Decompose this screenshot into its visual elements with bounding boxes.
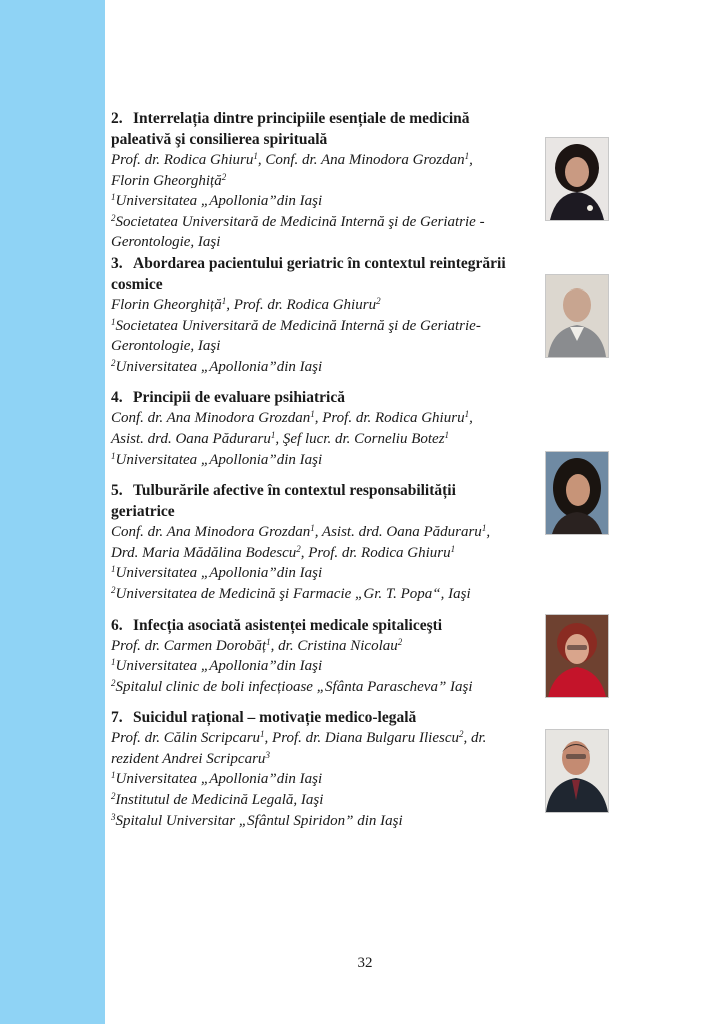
entry-title-line: geriatrice bbox=[111, 503, 175, 521]
authors-line: Florin Gheorghiță$^2$ bbox=[111, 171, 227, 189]
program-entry bbox=[111, 387, 536, 470]
entry-number: 3. bbox=[111, 254, 123, 272]
program-entry bbox=[111, 480, 536, 604]
author-portrait-photo bbox=[545, 137, 609, 221]
entry-title-line: Suicidul rațional – motivație medico-legală bbox=[133, 709, 417, 727]
affiliation-line: Gerontologie, Iaşi bbox=[111, 338, 221, 355]
affiliation-line: $^2$Spitalul clinic de boli infecțioase „Sfânta Parascheva” Iaşi bbox=[111, 677, 473, 695]
program-entry bbox=[111, 707, 536, 831]
entry-number: 7. bbox=[111, 709, 123, 727]
entry-title-line: cosmice bbox=[111, 275, 163, 293]
entry-number: 4. bbox=[111, 389, 123, 407]
authors-line: Florin Gheorghiță$^1$, Prof. dr. Rodica Ghiuru$^2$ bbox=[111, 295, 381, 313]
entry-title bbox=[111, 253, 536, 295]
author-portrait-photo bbox=[545, 729, 609, 813]
authors-line: Conf. dr. Ana Minodora Grozdan$^1$, Asist. drd. Oana Păduraru$^1$, bbox=[111, 523, 491, 541]
author-portrait-photo bbox=[545, 451, 609, 535]
affiliation-line: $^3$Spitalul Universitar „Sfântul Spiridon” din Iaşi bbox=[111, 811, 403, 829]
authors-line: Prof. dr. Călin Scripcaru$^1$, Prof. dr. Diana Bulgaru Iliescu$^2$, dr. bbox=[111, 729, 487, 747]
authors-line: Conf. dr. Ana Minodora Grozdan$^1$, Prof. dr. Rodica Ghiuru$^1$, bbox=[111, 409, 473, 427]
affiliation-line: $^2$Institutul de Medicină Legală, Iaşi bbox=[111, 791, 324, 809]
authors-line: Prof. dr. Rodica Ghiuru$^1$, Conf. dr. Ana Minodora Grozdan$^1$, bbox=[111, 151, 473, 168]
affiliation-line: $^2$Universitatea „Apollonia”din Iaşi bbox=[111, 357, 323, 375]
authors-line: Prof. dr. Carmen Dorobăț$^1$, dr. Cristina Nicolau$^2$ bbox=[111, 636, 403, 654]
authors-line: Drd. Maria Mădălina Bodescu$^2$, Prof. dr. Rodica Ghiuru$^1$ bbox=[111, 543, 456, 561]
entry-title-line: Tulburările afective în contextul responsabilității bbox=[133, 482, 456, 500]
entry-title-line: Principii de evaluare psihiatrică bbox=[133, 389, 345, 407]
program-list bbox=[111, 108, 536, 841]
authors-line: rezident Andrei Scripcaru$^3$ bbox=[111, 749, 270, 767]
entry-title-line: Interrelația dintre principiile esențiale de medicină bbox=[133, 110, 470, 127]
affiliation-line: $^1$Universitatea „Apollonia”din Iaşi bbox=[111, 564, 323, 582]
entry-title-line: Abordarea pacientului geriatric în contextul reintegrării bbox=[133, 254, 506, 272]
entry-number: 2. bbox=[111, 110, 123, 127]
affiliation-line: $^2$Universitatea de Medicină şi Farmacie „Gr. T. Popa“, Iaşi bbox=[111, 584, 471, 602]
entry-title bbox=[111, 480, 536, 522]
entry-title bbox=[111, 108, 536, 150]
program-entry bbox=[111, 615, 536, 698]
page-number: 32 bbox=[357, 955, 373, 971]
program-entry bbox=[111, 108, 536, 253]
entry-title-line: paleativă şi consilierea spirituală bbox=[111, 131, 328, 148]
side-color-band bbox=[0, 0, 105, 1024]
affiliation-line: $^1$Universitatea „Apollonia”din Iaşi bbox=[111, 770, 323, 788]
authors-line: Asist. drd. Oana Păduraru$^1$, Şef lucr. dr. Corneliu Botez$^1$ bbox=[111, 429, 450, 447]
entry-number: 5. bbox=[111, 482, 123, 500]
entry-title bbox=[111, 387, 536, 408]
author-portrait-photo bbox=[545, 274, 609, 358]
entry-title bbox=[111, 707, 536, 728]
entry-title-line: Infecția asociată asistenței medicale spitaliceşti bbox=[133, 616, 443, 634]
entry-title bbox=[111, 615, 536, 636]
affiliation-line: $^1$Universitatea „Apollonia”din Iaşi bbox=[111, 192, 323, 210]
affiliation-line: $^1$Universitatea „Apollonia”din Iaşi bbox=[111, 657, 323, 675]
author-portrait-photo bbox=[545, 614, 609, 698]
affiliation-line: $^1$Universitatea „Apollonia”din Iaşi bbox=[111, 450, 323, 468]
program-entry bbox=[111, 253, 536, 377]
affiliation-line: Gerontologie, Iaşi bbox=[111, 234, 221, 251]
entry-number: 6. bbox=[111, 616, 123, 634]
affiliation-line: $^1$Societatea Universitară de Medicină Internă şi de Geriatrie- bbox=[111, 316, 481, 334]
affiliation-line: $^2$Societatea Universitară de Medicină Internă şi de Geriatrie - bbox=[111, 212, 485, 230]
